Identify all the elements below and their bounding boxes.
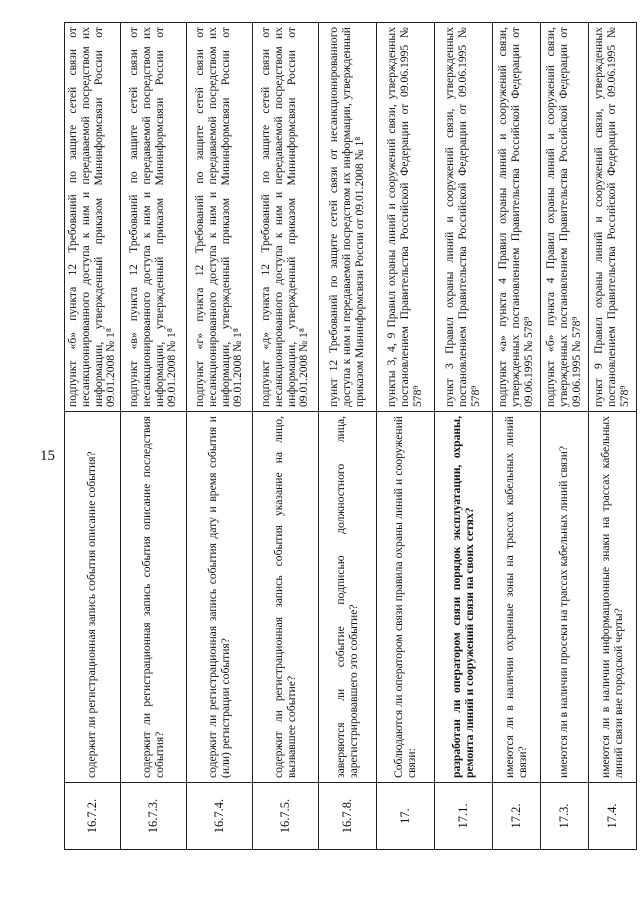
- reference-text: подпункт «б» пункта 12 Требований по защите сетей связи от несанкционированного доступа к ним и передаваемой посредством их информации, утвержденный приказом Мининформсвязи России от 09.01.2008 № 1⁸: [66, 27, 118, 407]
- reference-cell: [589, 23, 637, 412]
- question-cell: [377, 412, 435, 783]
- question-text: имеются ли в наличии информационные знаки на трассах кабельных линий связи вне городской черты?: [598, 416, 625, 778]
- reference-text: подпункт «г» пункта 12 Требований по защите сетей связи от несанкционированного доступа к ним и передаваемой посредством их информации, утвержденный приказом Мининформсвязи России от 09.01.2008 № 1⁸: [193, 27, 245, 407]
- row-number: 16.7.3.: [121, 783, 187, 850]
- question-cell: [319, 412, 377, 783]
- table-row: [187, 23, 253, 850]
- row-number: 17.1.: [435, 783, 493, 850]
- rotated-table-container: [64, 27, 631, 850]
- row-number: 17.2.: [493, 783, 541, 850]
- question-text: заверяются ли событие подписью должностного лица, зарегистрировавшего это событие?: [333, 416, 360, 778]
- reference-text: подпункт «а» пункта 4 Правил охраны линий и сооружений связи, утвержденных постановлением Правительства Российской Федерации от 09.06.1995 № 578⁹: [496, 27, 535, 407]
- question-cell: [541, 412, 589, 783]
- question-cell: [65, 412, 121, 783]
- question-cell: [121, 412, 187, 783]
- reference-cell: [377, 23, 435, 412]
- reference-text: подпункт «б» пункта 4 Правил охраны линий и сооружений связи, утвержденных постановлением Правительства Российской Федерации от 09.06.1995 № 578⁹: [544, 27, 583, 407]
- row-number: 16.7.8.: [319, 783, 377, 850]
- table-row: [319, 23, 377, 850]
- question-cell: [493, 412, 541, 783]
- row-number: 17.4.: [589, 783, 637, 850]
- reference-text: пункт 12 Требований по защите сетей связи от несанкционированного доступа к ним и передаваемой посредством их информации, утвержденный приказом Мининформсвязи России от 09.01.2008 № 1⁸: [327, 27, 366, 407]
- question-text: имеются ли в наличии просеки на трассах кабельных линий связи?: [557, 445, 571, 778]
- table-row: [377, 23, 435, 850]
- table-row: [253, 23, 319, 850]
- page-number: 15: [40, 448, 55, 464]
- question-text: содержит ли регистрационная запись события описание события?: [85, 451, 99, 778]
- row-number: 16.7.2.: [65, 783, 121, 850]
- question-cell: [187, 412, 253, 783]
- requirements-table: [64, 22, 637, 850]
- table-row: [121, 23, 187, 850]
- reference-text: пункт 3 Правил охраны линий и сооружений связи, утвержденных постановлением Правительства Российской Федерации от 09.06.1995 № 578⁹: [443, 27, 482, 407]
- question-cell: [589, 412, 637, 783]
- row-number: 16.7.5.: [253, 783, 319, 850]
- question-text: Соблюдаются ли оператором связи правила охраны линий и сооружений связи:: [391, 416, 418, 778]
- question-text: содержит ли регистрационная запись события указание на лицо, вызвавшее событие?: [271, 416, 298, 778]
- table-row: [541, 23, 589, 850]
- reference-cell: [187, 23, 253, 412]
- table-row: [493, 23, 541, 850]
- question-cell: [435, 412, 493, 783]
- table-row: [65, 23, 121, 850]
- question-text: содержит ли регистрационная запись события дату и время события и (или) регистрации события?: [205, 416, 232, 778]
- question-cell: [253, 412, 319, 783]
- reference-cell: [121, 23, 187, 412]
- reference-text: пункты 3, 4, 9 Правил охраны линий и сооружений связи, утвержденных постановлением Правительства Российской Федерации от 09.06.1995 № 578⁹: [385, 27, 424, 407]
- row-number: 17.: [377, 783, 435, 850]
- table-row: [589, 23, 637, 850]
- reference-text: пункт 9 Правил охраны линий и сооружений связи, утвержденных постановлением Правительства Российской Федерации от 09.06.1995 № 578⁹: [592, 27, 631, 407]
- reference-cell: [65, 23, 121, 412]
- reference-text: подпункт «д» пункта 12 Требований по защите сетей связи от несанкционированного доступа к ним и передаваемой посредством их информации, утвержденный приказом Мининформсвязи России от 09.01.2008 № 1⁸: [259, 27, 311, 407]
- row-number: 16.7.4.: [187, 783, 253, 850]
- question-text: имеются ли в наличии охранные зоны на трассах кабельных линий связи?: [502, 416, 529, 778]
- reference-cell: [319, 23, 377, 412]
- reference-cell: [253, 23, 319, 412]
- question-text: содержит ли регистрационная запись события описание последствия события?: [139, 416, 166, 778]
- reference-text: подпункт «в» пункта 12 Требований по защите сетей связи от несанкционированного доступа к ним и передаваемой посредством их информации, утвержденный приказом Мининформсвязи России от 09.01.2008 № 1⁸: [127, 27, 179, 407]
- reference-cell: [493, 23, 541, 412]
- row-number: 17.3.: [541, 783, 589, 850]
- table-row: [435, 23, 493, 850]
- reference-cell: [541, 23, 589, 412]
- question-text: разработан ли оператором связи порядок эксплуатации, охраны, ремонта линий и сооружений связи на своих сетях?: [449, 416, 476, 778]
- reference-cell: [435, 23, 493, 412]
